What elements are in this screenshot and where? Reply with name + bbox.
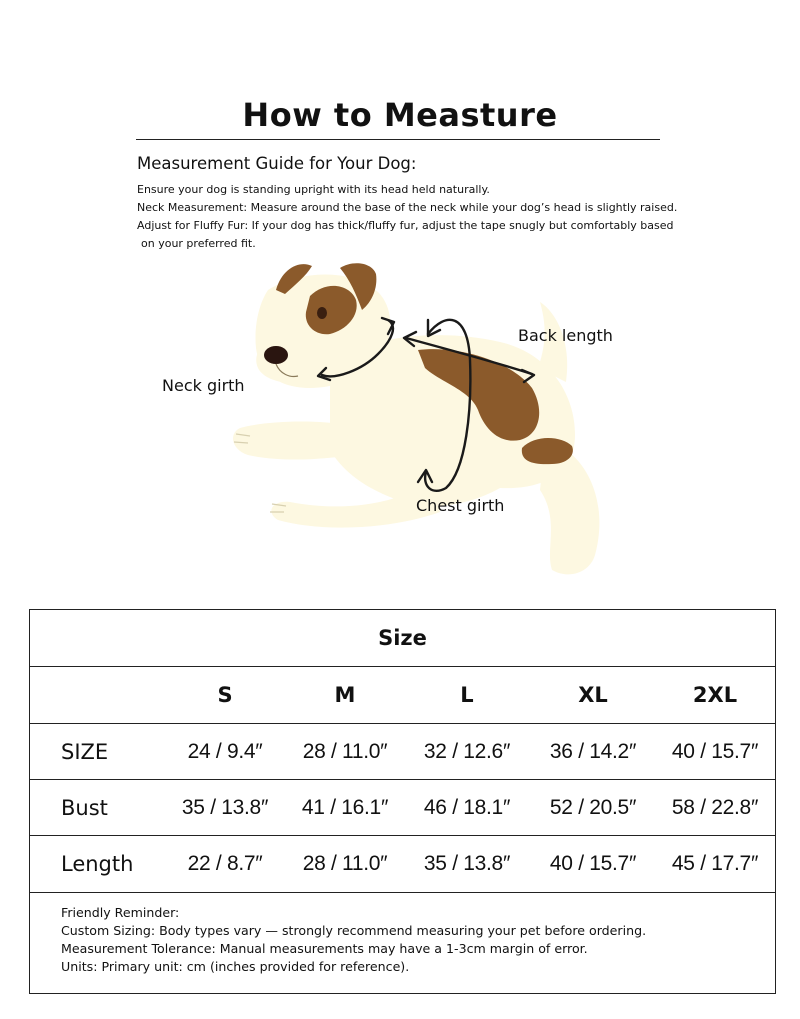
- table-cell: 35 / 13.8″: [181, 795, 269, 819]
- table-row: [30, 724, 775, 780]
- table-cell: 22 / 8.7″: [187, 852, 263, 875]
- table-cell: 36 / 14.2″: [549, 739, 637, 763]
- size-chart-table: [29, 609, 776, 994]
- note-line: Measurement Tolerance: Manual measurements may have a 1-3cm margin of error.: [61, 941, 588, 956]
- back-length-label: Back length: [518, 326, 613, 345]
- size-column-header: L: [460, 683, 474, 707]
- table-cell: 32 / 12.6″: [423, 739, 511, 763]
- size-column-header: XL: [578, 683, 608, 707]
- table-cell: 41 / 16.1″: [301, 795, 389, 819]
- page-title: How to Measture: [242, 96, 558, 134]
- row-label: Length: [61, 852, 134, 876]
- table-cell: 40 / 15.7″: [671, 739, 759, 763]
- table-cell: 24 / 9.4″: [187, 739, 263, 763]
- size-chart-caption: Size: [378, 626, 427, 650]
- size-chart-caption-row: [30, 610, 775, 667]
- row-label: SIZE: [61, 739, 109, 764]
- dog-front-leg: [233, 422, 352, 460]
- size-column-header: M: [334, 683, 356, 707]
- note-line: Units: Primary unit: cm (inches provided for reference).: [61, 959, 410, 974]
- table-cell: 46 / 18.1″: [423, 795, 511, 819]
- note-line: Friendly Reminder:: [61, 905, 180, 920]
- chest-girth-label: Chest girth: [416, 496, 505, 515]
- guide-heading: Measurement Guide for Your Dog:: [137, 154, 417, 173]
- size-column-header: S: [217, 683, 233, 707]
- friendly-reminder-notes: [61, 904, 761, 976]
- table-cell: 58 / 22.8″: [671, 795, 759, 819]
- table-cell: 40 / 15.7″: [549, 852, 637, 875]
- table-cell: 52 / 20.5″: [549, 795, 637, 819]
- dog-illustration: [0, 250, 800, 590]
- title-divider: [136, 139, 660, 140]
- table-cell: 28 / 11.0″: [302, 852, 388, 875]
- note-line: Custom Sizing: Body types vary — strongly recommend measuring your pet before ordering.: [61, 923, 647, 938]
- size-column-header: 2XL: [692, 683, 738, 707]
- table-cell: 35 / 13.8″: [423, 852, 511, 875]
- guide-instructions: [137, 181, 727, 253]
- dog-eye: [317, 307, 327, 319]
- table-row: [30, 780, 775, 836]
- table-row: [30, 836, 775, 893]
- guide-line: Adjust for Fluffy Fur: If your dog has thick/fluffy fur, adjust the tape snugly but comfortably based: [137, 219, 674, 232]
- size-header-row: [30, 667, 775, 724]
- guide-line: Ensure your dog is standing upright with its head held naturally.: [137, 183, 490, 196]
- table-cell: 45 / 17.7″: [671, 852, 759, 875]
- neck-girth-label: Neck girth: [162, 376, 245, 395]
- row-label: Bust: [61, 795, 108, 820]
- table-cell: 28 / 11.0″: [302, 739, 388, 763]
- guide-line: on your preferred fit.: [141, 237, 256, 250]
- guide-line: Neck Measurement: Measure around the base of the neck while your dog’s head is slightly raised.: [137, 201, 678, 214]
- dog-nose: [264, 346, 288, 364]
- dog-measurement-illustration: [0, 250, 800, 590]
